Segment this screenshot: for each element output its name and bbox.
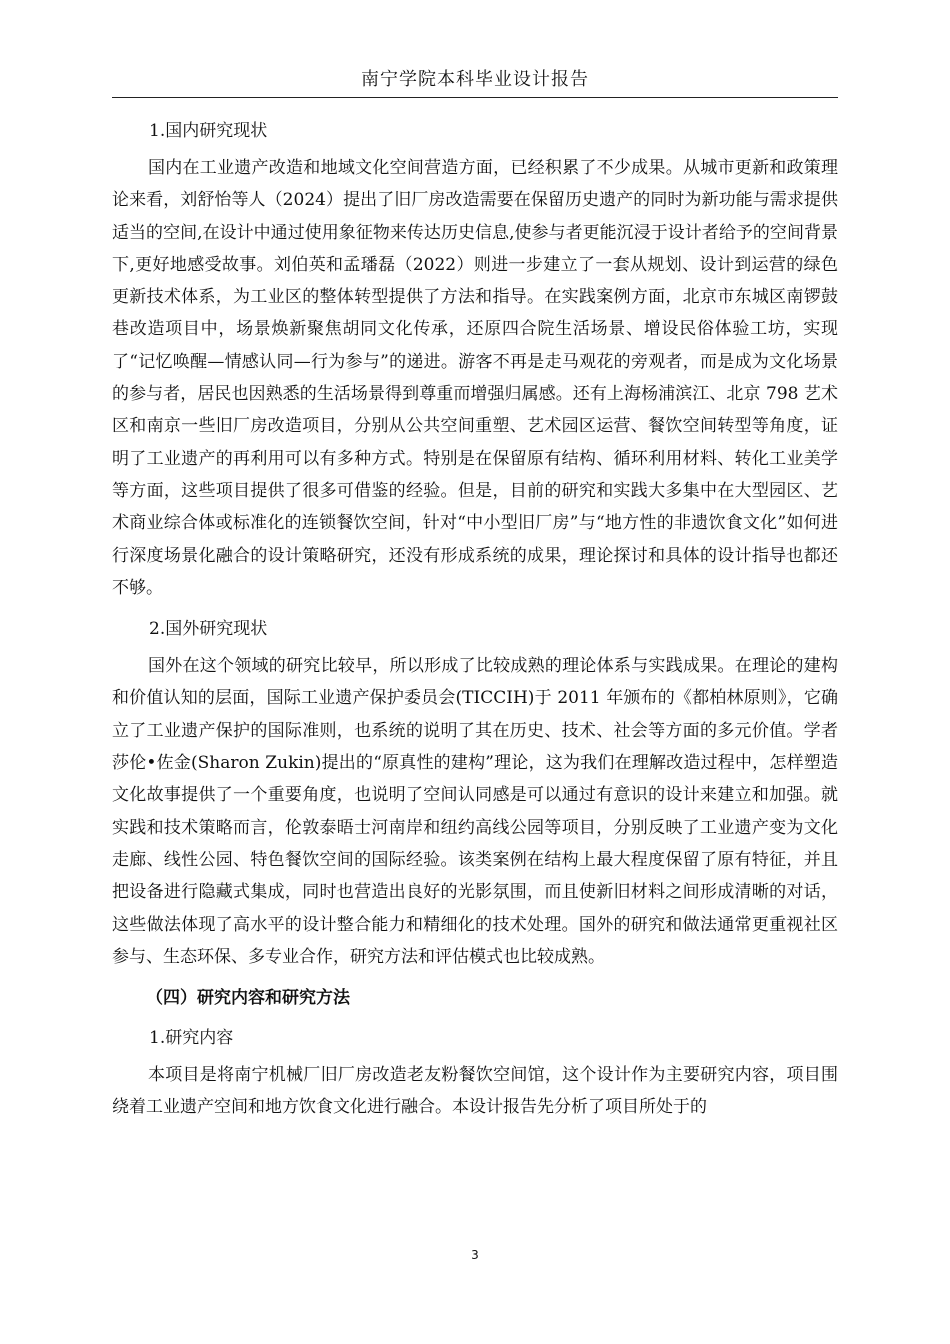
paragraph-foreign-research: 国外在这个领域的研究比较早，所以形成了比较成熟的理论体系与实践成果。在理论的建构和价值认知的层面，国际工业遗产保护委员会(TICCIH)于 2011 年颁布的《都柏林原则》，它确立了工业遗产保护的国际准则，也系统的说明了其在历史、技术、社会等方面的多元价值。学者莎伦•佐金(Sharon Zukin)提出的“原真性的建构”理论，这为我们在理解改造过程中，怎样塑造文化故事提供了一个重要角度，也说明了空间认同感是可以通过有意识的设计来建立和加强。就实践和技术策略而言，伦敦泰晤士河南岸和纽约高线公园等项目，分别反映了工业遗产变为文化走廊、线性公园、特色餐饮空间的国际经验。该类案例在结构上最大程度保留了原有特征，并且把设备进行隐藏式集成，同时也营造出良好的光影氛围，而且使新旧材料之间形成清晰的对话，这些做法体现了高水平的设计整合能力和精细化的技术处理。国外的研究和做法通常更重视社区参与、生态环保、多专业合作，研究方法和评估模式也比较成熟。 [112, 656, 838, 967]
page-header-title: 南宁学院本科毕业设计报告 [361, 69, 589, 90]
header-divider [112, 97, 838, 98]
section-heading-foreign-research: 2.国外研究现状 [149, 619, 268, 640]
section-heading-research-content: 1.研究内容 [149, 1028, 234, 1049]
section-heading-research-content-methods: （四）研究内容和研究方法 [146, 988, 350, 1009]
document-body [112, 112, 838, 1130]
paragraph-research-content: 本项目是将南宁机械厂旧厂房改造老友粉餐饮空间馆，这个设计作为主要研究内容，项目围绕着工业遗产空间和地方饮食文化进行融合。本设计报告先分析了项目所处于的 [112, 1065, 838, 1118]
page-number: 3 [471, 1248, 479, 1262]
paragraph-domestic-research: 国内在工业遗产改造和地域文化空间营造方面，已经积累了不少成果。从城市更新和政策理论来看，刘舒怡等人（2024）提出了旧厂房改造需要在保留历史遗产的同时为新功能与需求提供适当的空间,在设计中通过使用象征物来传达历史信息,使参与者更能沉浸于设计者给予的空间背景下,更好地感受故事。刘伯英和孟璠磊（2022）则进一步建立了一套从规划、设计到运营的绿色更新技术体系，为工业区的整体转型提供了方法和指导。在实践案例方面，北京市东城区南锣鼓巷改造项目中，场景焕新聚焦胡同文化传承，还原四合院生活场景、增设民俗体验工坊，实现了“记忆唤醒—情感认同—行为参与”的递进。游客不再是走马观花的旁观者，而是成为文化场景的参与者，居民也因熟悉的生活场景得到尊重而增强归属感。还有上海杨浦滨江、北京 798 艺术区和南京一些旧厂房改造项目，分别从公共空间重塑、艺术园区运营、餐饮空间转型等角度，证明了工业遗产的再利用可以有多种方式。特别是在保留原有结构、循环利用材料、转化工业美学等方面，这些项目提供了很多可借鉴的经验。但是，目前的研究和实践大多集中在大型园区、艺术商业综合体或标准化的连锁餐饮空间，针对“中小型旧厂房”与“地方性的非遗饮食文化”如何进行深度场景化融合的设计策略研究，还没有形成系统的成果，理论探讨和具体的设计指导也都还不够。 [112, 158, 838, 598]
section-heading-domestic-research: 1.国内研究现状 [149, 121, 268, 141]
